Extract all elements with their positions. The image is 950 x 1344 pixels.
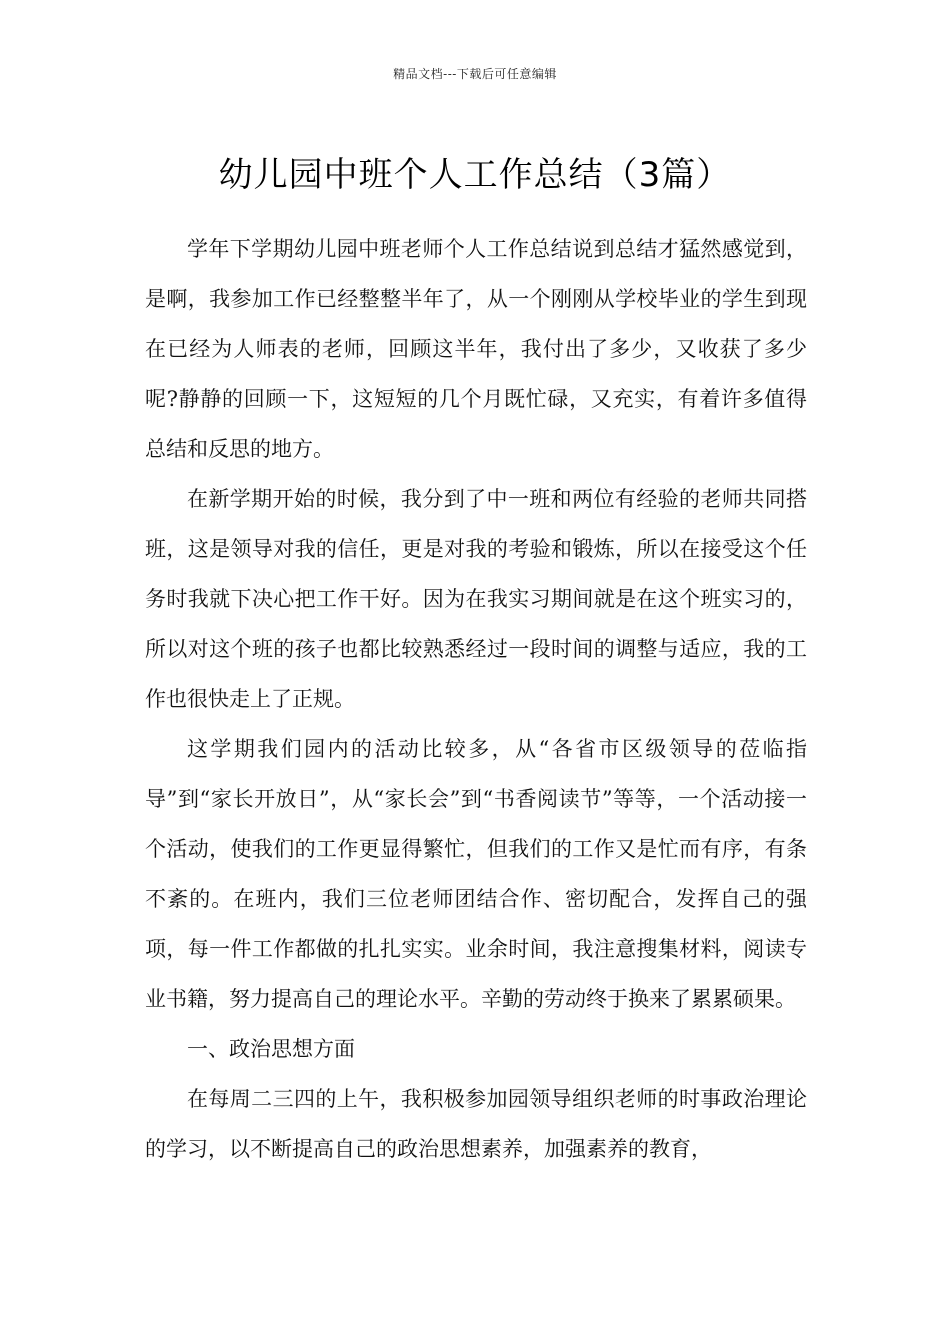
paragraph-new-semester: 在新学期开始的时候，我分到了中一班和两位有经验的老师共同搭班，这是领导对我的信任，更是对我的考验和锻炼，所以在接受这个任务时我就下决心把工作干好。因为在我实习期间就是在这个班实习的，所以对这个班的孩子也都比较熟悉经过一段时间的调整与适应，我的工作也很快走上了正规。 [145,487,807,711]
paragraph-political-study: 在每周二三四的上午，我积极参加园领导组织老师的时事政治理论的学习，以不断提高自己的政治思想素养，加强素养的教育， [145,1087,807,1161]
header-note: 精品文档---下载后可任意编辑 [393,67,557,81]
paragraph-activities: 这学期我们园内的活动比较多，从“各省市区级领导的莅临指导”到“家长开放日”，从“家长会”到“书香阅读节”等等，一个活动接一个活动，使我们的工作更显得繁忙，但我们的工作又是忙而有序，有条不紊的。在班内，我们三位老师团结合作、密切配合，发挥自己的强项，每一件工作都做的扎扎实实。业余时间，我注意搜集材料，阅读专业书籍，努力提高自己的理论水平。辛勤的劳动终于换来了累累硕果。 [145,737,807,1011]
document-title: 幼儿园中班个人工作总结（3篇） [218,154,732,195]
document-body [145,224,807,1174]
section-heading-political: 一、政治思想方面 [187,1037,355,1061]
paragraph-intro: 学年下学期幼儿园中班老师个人工作总结说到总结才猛然感觉到，是啊，我参加工作已经整整半年了，从一个刚刚从学校毕业的学生到现在已经为人师表的老师，回顾这半年，我付出了多少，又收获了多少呢?静静的回顾一下，这短短的几个月既忙碌，又充实，有着许多值得总结和反思的地方。 [145,237,807,461]
